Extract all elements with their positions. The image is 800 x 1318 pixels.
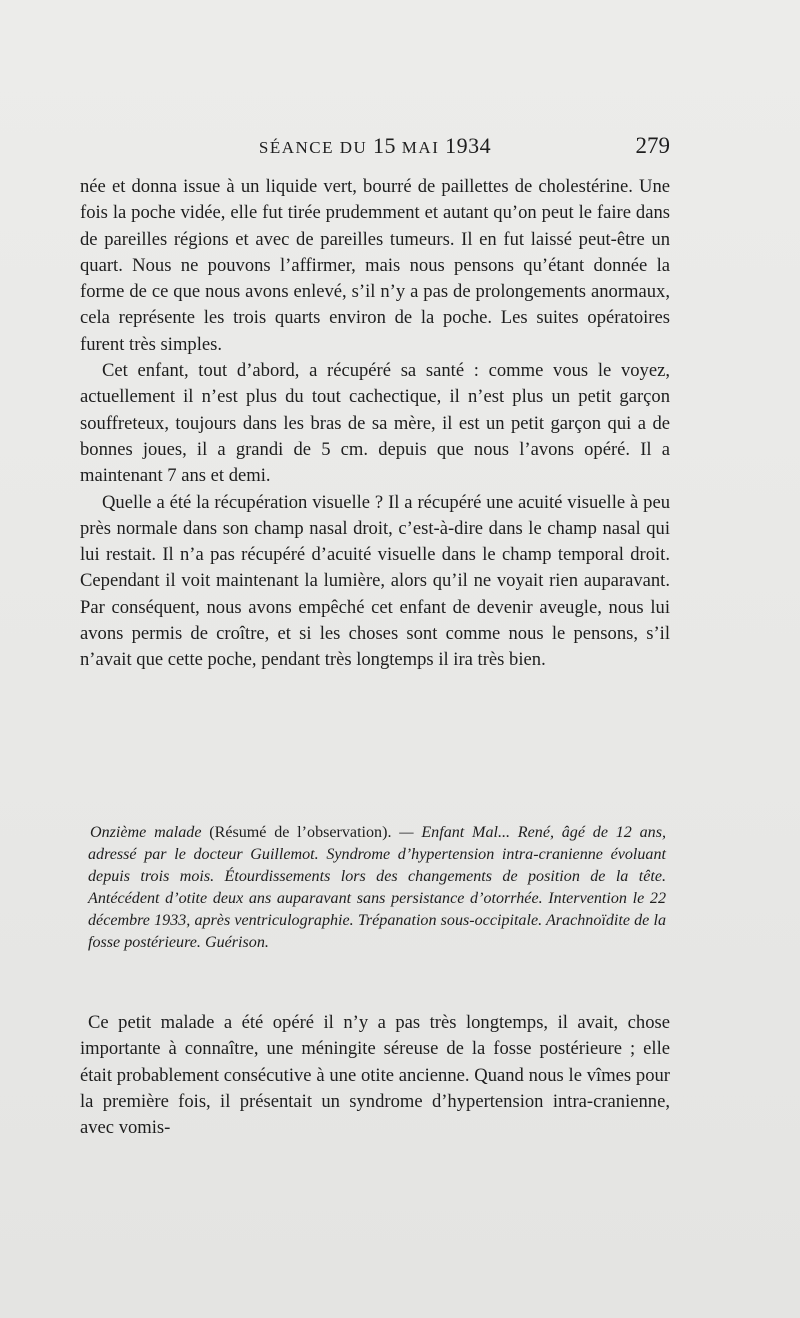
page-header xyxy=(80,128,670,164)
paragraph-1: née et donna issue à un liquide vert, bourré de paillettes de cholestérine. Une fois la poche vidée, elle fut tirée prudemment et autant qu’on peut le faire dans de pareilles régions et avec de pareilles tumeurs. Il en fut laissé peut-être un quart. Nous ne pouvons l’affirmer, mais nous pensons qu’étant donnée la forme de ce que nous avons enlevé, s’il n’y a pas de prolongements anormaux, cela représente les trois quarts environ de la poche. Les suites opératoires furent très simples. xyxy=(80,176,670,355)
paragraph-3: Quelle a été la récupération visuelle ? Il a récupéré une acuité visuelle à peu près normale dans son champ nasal droit, c’est-à-dire dans le champ nasal qui lui restait. Il n’a pas récupéré d’acuité visuelle dans le champ temporal droit. Cependant il voit maintenant la lumière, alors qu’il ne voyait rien auparavant. Par conséquent, nous avons empêché cet enfant de devenir aveugle, nous lui avons permis de croître, et si les choses sont comme nous le pensons, s’il n’avait que cette poche, pendant très longtemps il ira très bien. xyxy=(80,491,670,671)
case-summary xyxy=(88,822,666,954)
running-head xyxy=(80,128,670,166)
running-head-prefix: SÉANCE DU xyxy=(258,138,374,157)
case-summary-text: — Enfant Mal... René, âgé de 12 ans, adressé par le docteur Guillemot. Syndrome d’hypertension intra-cranienne évoluant depuis trois mois. Étourdissements lors des changements de position de la tête. Antécédent d’otite deux ans auparavant sans persistance d’otorrhée. Intervention le 22 décembre 1933, après ventriculographie. Trépanation sous-occipitale. Arachnoïdite de la fosse postérieure. Guérison. xyxy=(88,824,666,951)
case-summary-parenthetical: (Résumé de l’observation). xyxy=(201,824,400,841)
main-text xyxy=(80,174,670,674)
paragraph-4: Ce petit malade a été opéré il n’y a pas très longtemps, il avait, chose importante à connaître, une méningite séreuse de la fosse postérieure ; elle était probablement consécutive à une otite ancienne. Quand nous le vîmes pour la première fois, il présentait un syndrome d’hypertension intra-cranienne, avec vomis- xyxy=(80,1012,670,1139)
page-number: 279 xyxy=(635,133,670,158)
final-text xyxy=(80,1010,670,1141)
running-head-day: 15 xyxy=(373,133,397,158)
running-head-month: MAI xyxy=(396,138,446,157)
paragraph-2: Cet enfant, tout d’abord, a récupéré sa santé : comme vous le voyez, actuellement il n’est plus du tout cachectique, il n’est plus un petit garçon souffreteux, toujours dans les bras de sa mère, il est un petit garçon qui a de bonnes joues, il a grandi de 5 cm. depuis que nous l’avons opéré. Il a maintenant 7 ans et demi. xyxy=(80,360,670,487)
case-summary-paragraph xyxy=(88,822,666,954)
case-summary-lead: Onzième malade xyxy=(90,824,202,841)
running-head-year: 1934 xyxy=(445,133,492,158)
